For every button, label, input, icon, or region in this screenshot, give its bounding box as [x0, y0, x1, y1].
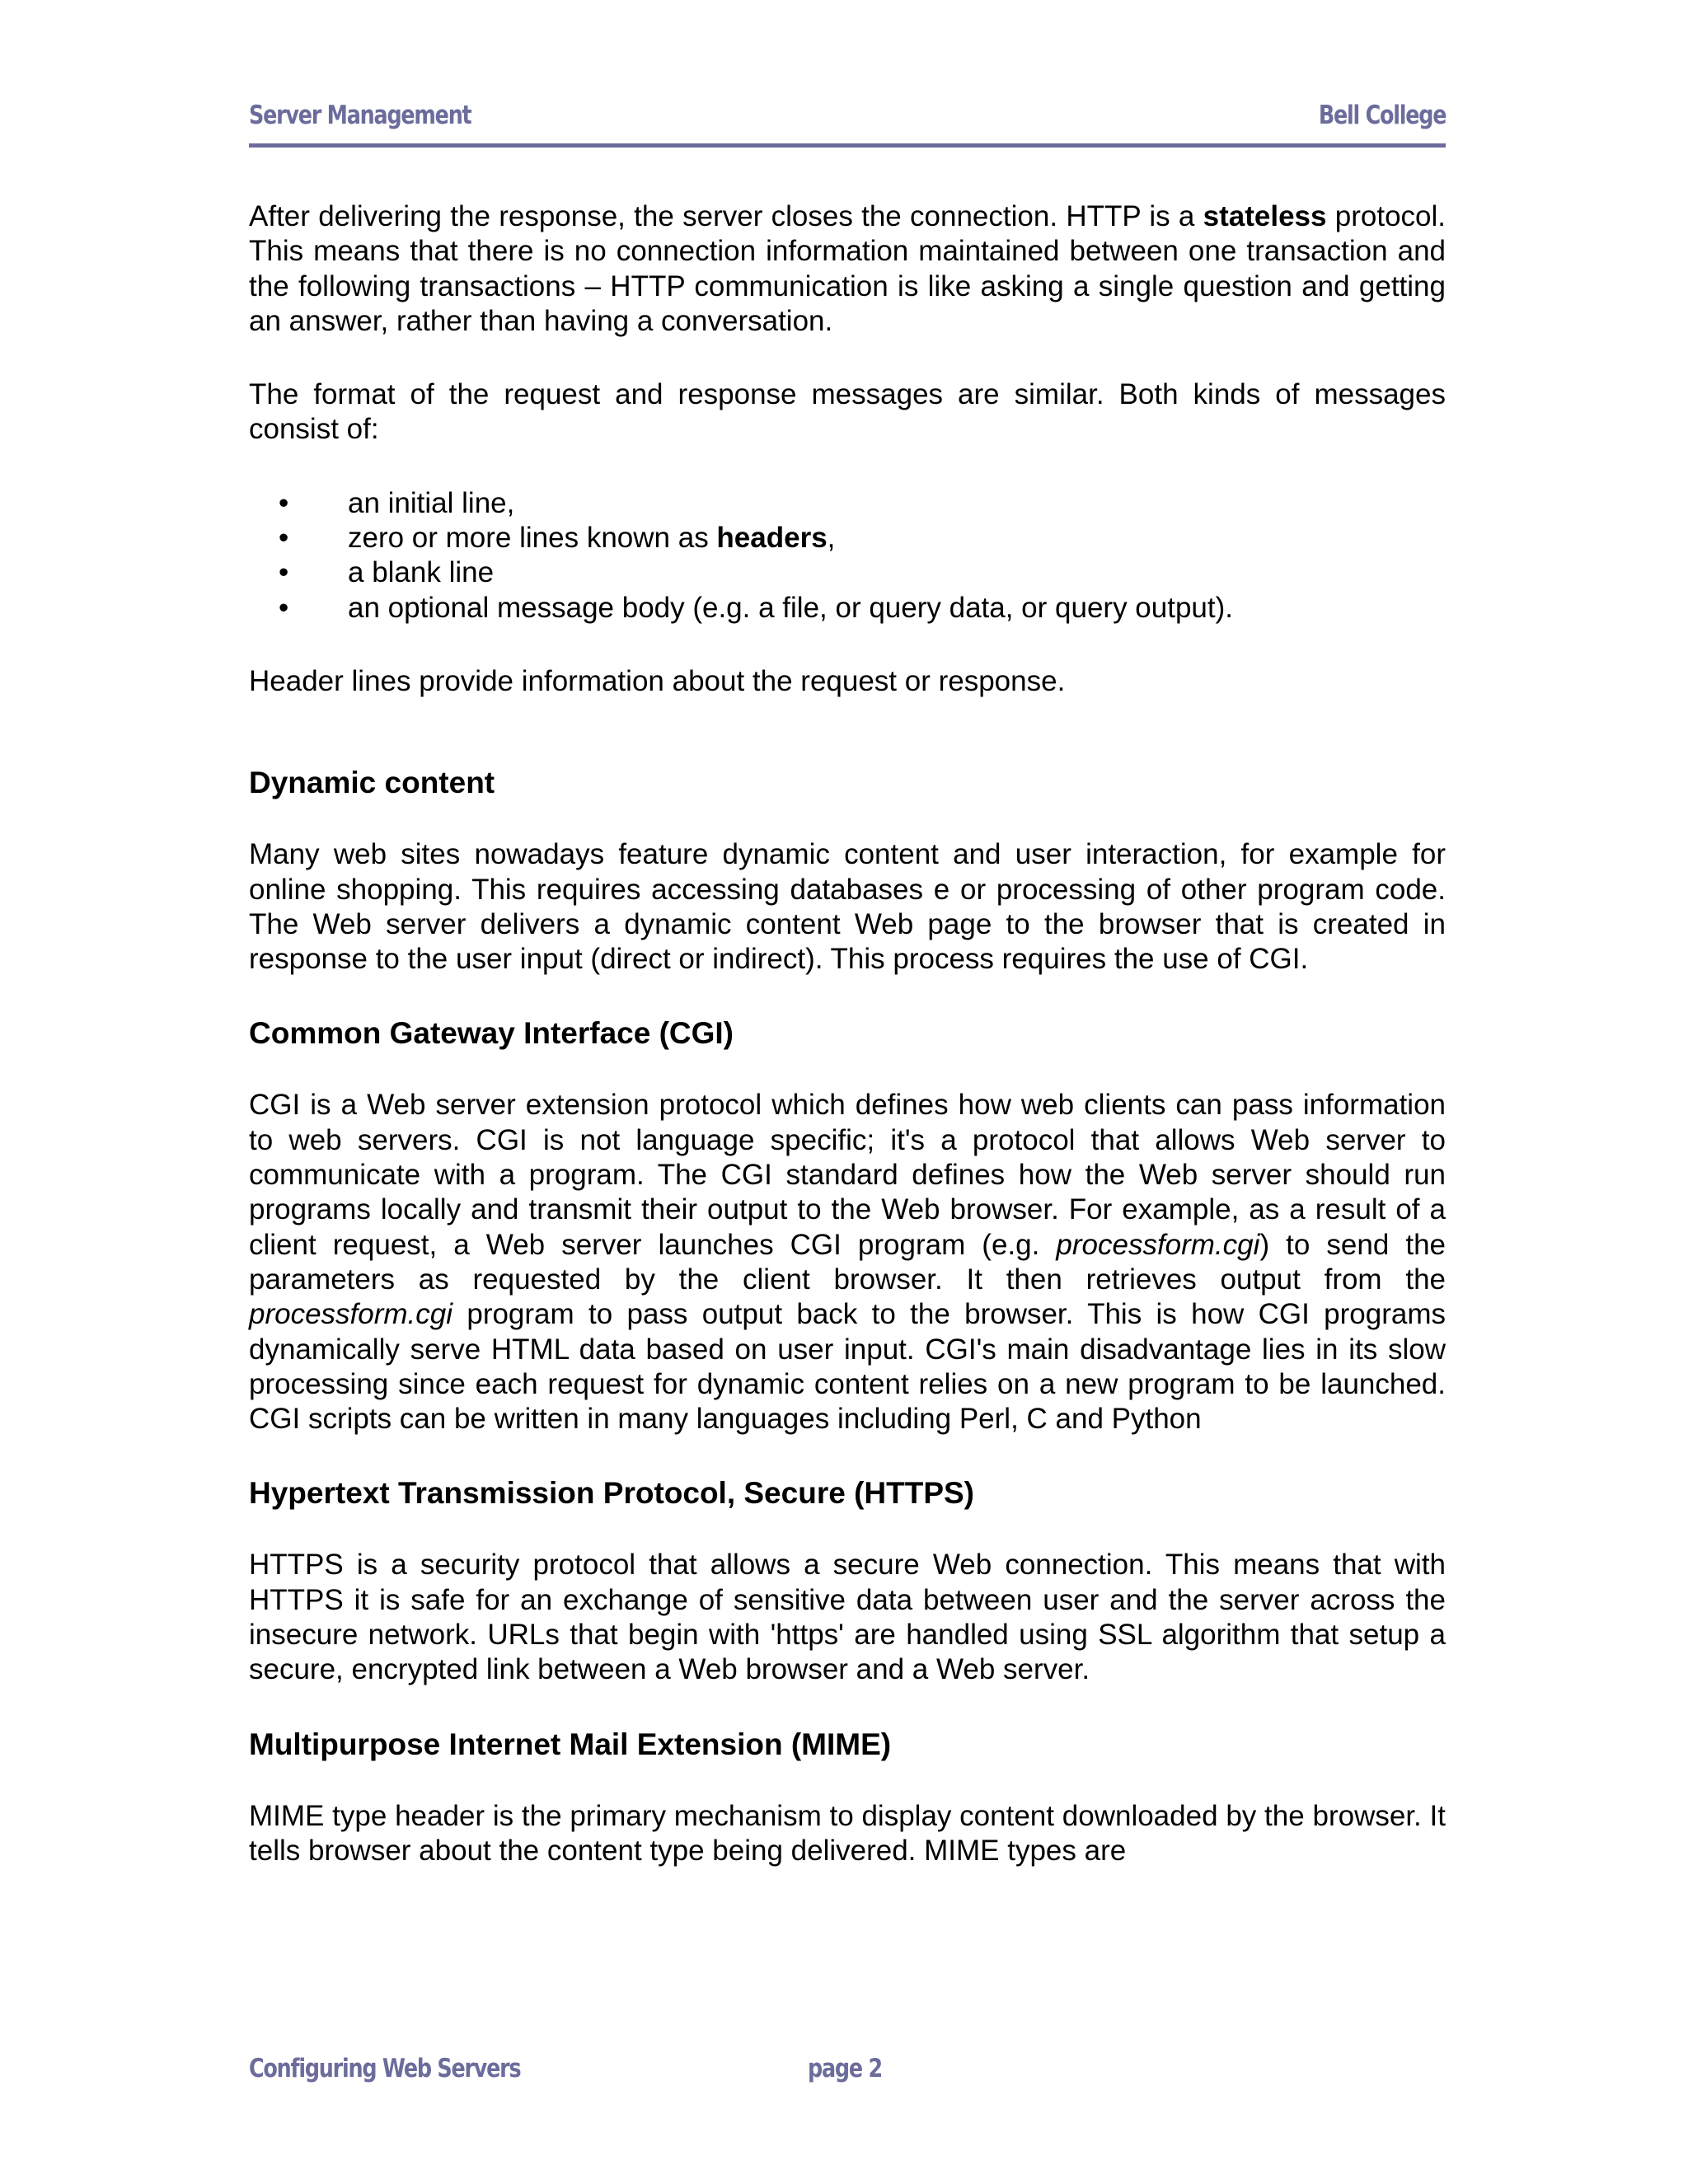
paragraph-message-format: The format of the request and response messages are similar. Both kinds of messages consist of: — [249, 378, 1446, 446]
heading-cgi: Common Gateway Interface (CGI) — [249, 1016, 734, 1051]
list-item: • an optional message body (e.g. a file, or query data, or query output). — [249, 591, 1446, 626]
heading-dynamic-content: Dynamic content — [249, 766, 495, 800]
paragraph-header-lines: Header lines provide information about the request or response. — [249, 664, 1066, 697]
italic-processform-2: processform.cgi — [249, 1298, 453, 1331]
paragraph-stateless: After delivering the response, the server closes the connection. HTTP is a stateless protocol. This means that there is no connection information maintained between one transaction and the following transactions – HTTP communication is like asking a single question and getting an answer, rather than having a conversation. — [249, 200, 1446, 337]
page-header — [249, 101, 1446, 148]
document-page — [249, 0, 1446, 2184]
list-item: • a blank line — [249, 555, 1446, 590]
message-parts-list — [249, 486, 1446, 626]
list-item: • an initial line, — [249, 486, 1446, 521]
page-footer — [249, 2054, 1446, 2090]
paragraph-mime: MIME type header is the primary mechanism to display content downloaded by the browser. It tells browser about the content type being delivered. MIME types are — [249, 1799, 1446, 1867]
heading-https: Hypertext Transmission Protocol, Secure (HTTPS) — [249, 1476, 974, 1511]
paragraph-https: HTTPS is a security protocol that allows a secure Web connection. This means that with HTTPS it is safe for an exchange of sensitive data between user and the server across the insecure network. URLs that begin with 'https' are handled using SSL algorithm that setup a secure, encrypted link between a Web browser and a Web server. — [249, 1549, 1446, 1686]
footer-page-number: page 2 — [808, 2054, 882, 2083]
list-item: • zero or more lines known as headers, — [249, 521, 1446, 555]
italic-processform-1: processform.cgi — [1056, 1228, 1260, 1261]
bold-term-headers: headers — [716, 522, 828, 555]
paragraph-cgi: CGI is a Web server extension protocol which defines how web clients can pass information to web servers. CGI is not language specific; it's a protocol that allows Web server to communicate with a program. The CGI standard defines how the Web server should run programs locally and transmit their output to the Web browser. For example, as a result of a client request, a Web server launches CGI program (e.g. processform.cgi) to send the parameters as requested by the client browser. It then retrieves output from the processform.cgi program to pass output back to the browser. This is how CGI programs dynamically serve HTML data based on user input. CGI's main disadvantage lies in its slow processing since each request for dynamic content relies on a new program to be launched. CGI scripts can be written in many languages including Perl, C and Python — [249, 1089, 1446, 1436]
paragraph-dynamic-content: Many web sites nowadays feature dynamic content and user interaction, for example for online shopping. This requires accessing databases e or processing of other program code. The Web server delivers a dynamic content Web page to the browser that is created in response to the user input (direct or indirect). This process requires the use of CGI. — [249, 838, 1446, 976]
heading-mime: Multipurpose Internet Mail Extension (MIME) — [249, 1727, 892, 1761]
header-course-title: Server Management — [249, 101, 471, 130]
footer-document-title: Configuring Web Servers — [249, 2054, 521, 2083]
header-institution: Bell College — [1318, 101, 1446, 130]
bold-term-stateless: stateless — [1203, 200, 1327, 232]
page-body — [249, 199, 1446, 1868]
